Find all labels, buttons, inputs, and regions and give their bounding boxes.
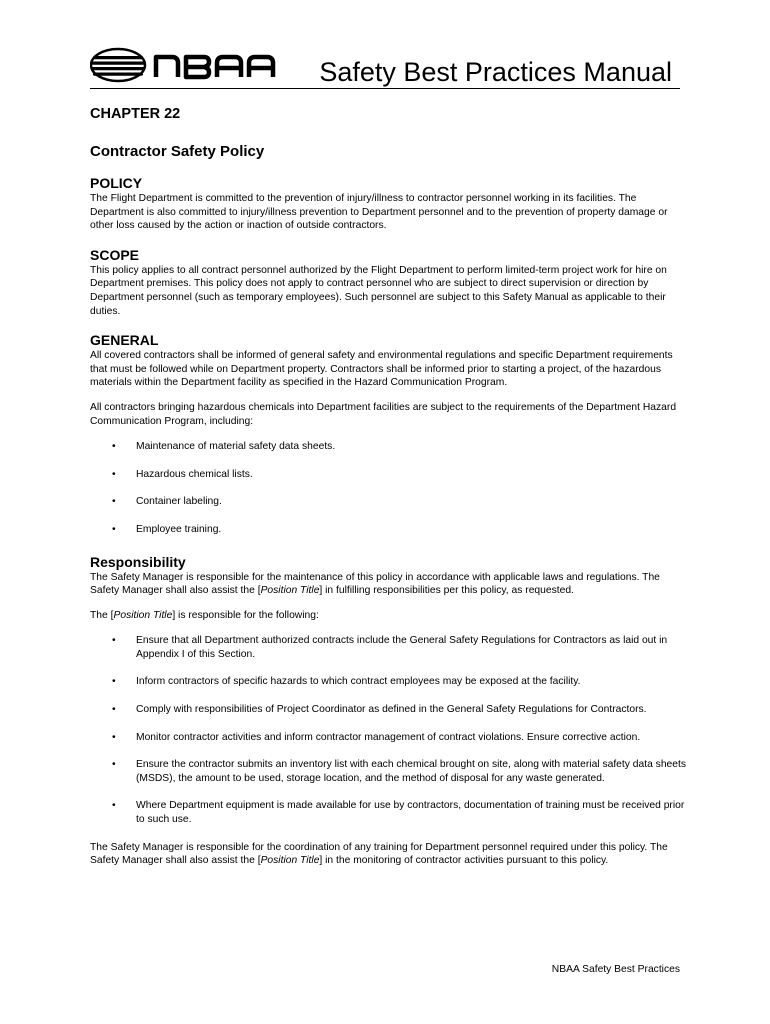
general-text-1: All covered contractors shall be informed of general safety and environmental regulations and specific Department requirements that must be followed while on Department property. Contractors shall be informed prior to starting a project, of the hazardous materials within the Department facility as specified in the Hazard Communication Program. <box>90 350 673 389</box>
bullet-icon: • <box>112 441 116 453</box>
policy-title: Contractor Safety Policy <box>90 143 265 160</box>
bullet-icon: • <box>112 676 116 688</box>
bullet-icon: • <box>112 496 116 508</box>
list-item: • Ensure that all Department authorized contracts include the General Safety Regulations for Contractors as laid out in Appendix I of this Section. <box>112 635 668 660</box>
list-item: • Comply with responsibilities of Project Coordinator as defined in the General Safety Regulations for Contractors. <box>112 704 647 716</box>
list-item: • Employee training. <box>112 523 222 535</box>
bullet-icon: • <box>112 523 116 535</box>
list-item: • Monitor contractor activities and inform contractor management of contract violations. Ensure corrective action. <box>112 731 641 743</box>
nbaa-logo <box>90 44 300 86</box>
list-item: • Maintenance of material safety data sheets. <box>112 441 336 453</box>
list-item: • Hazardous chemical lists. <box>112 468 253 480</box>
list-item: • Inform contractors of specific hazards to which contract employees may be exposed at the facility. <box>112 676 581 688</box>
bullet-icon: • <box>112 468 116 480</box>
chapter-heading: CHAPTER 22 <box>90 106 181 122</box>
manual-title: Safety Best Practices Manual <box>319 57 672 87</box>
policy-text: The Flight Department is committed to the prevention of injury/illness to contractor personnel working in its facilities. The Department is also committed to injury/illness prevention to Department personnel and to the prevention of property damage or other loss caused by the action or inaction of outside contractors. <box>90 193 668 232</box>
responsibility-text-1: The Safety Manager is responsible for the maintenance of this policy in accordance with applicable laws and regulations. The Safety Manager shall also assist the [Position Title] in fulfilling responsibilities per this policy, as requested. <box>90 571 660 597</box>
bullet-icon: • <box>112 759 116 771</box>
bullet-icon: • <box>112 800 116 812</box>
bullet-icon: • <box>112 731 116 743</box>
scope-text: This policy applies to all contract personnel authorized by the Flight Department to perform limited-term project work for hire on Department premises. This policy does not apply to contract personnel who are subject to direct supervision or direction by Department personnel (such as temporary employees). Such personnel are subject to this Safety Manual as applicable to their duties. <box>90 264 667 317</box>
responsibility-text-2: The [Position Title] is responsible for the following: <box>90 609 319 621</box>
hazcom-requirements-list <box>90 440 690 536</box>
responsibility-heading: Responsibility <box>90 553 186 570</box>
page-header <box>90 44 680 89</box>
document-body <box>90 104 690 868</box>
general-text-2: All contractors bringing hazardous chemicals into Department facilities are subject to the requirements of the Department Hazard Communication Program, including: <box>90 401 677 427</box>
list-item: • Ensure the contractor submits an inventory list with each chemical brought on site, along with material safety data sheets (MSDS), the amount to be used, storage location, and the method of disposal for any waste generated. <box>112 759 687 784</box>
general-heading: GENERAL <box>90 332 159 349</box>
responsibility-text-3: The Safety Manager is responsible for the coordination of any training for Department personnel required under this policy. The Safety Manager shall also assist the [Position Title] in the monitoring of contractor activities pursuant to this policy. <box>90 841 668 867</box>
bullet-icon: • <box>112 635 116 647</box>
policy-heading: POLICY <box>90 175 143 191</box>
page-footer: NBAA Safety Best Practices <box>551 964 680 975</box>
list-item: • Where Department equipment is made available for use by contractors, documentation of training must be received prior to such use. <box>112 800 685 826</box>
bullet-icon: • <box>112 704 116 716</box>
scope-heading: SCOPE <box>90 246 140 263</box>
list-item: • Container labeling. <box>112 496 222 508</box>
position-duties-list <box>90 634 690 826</box>
